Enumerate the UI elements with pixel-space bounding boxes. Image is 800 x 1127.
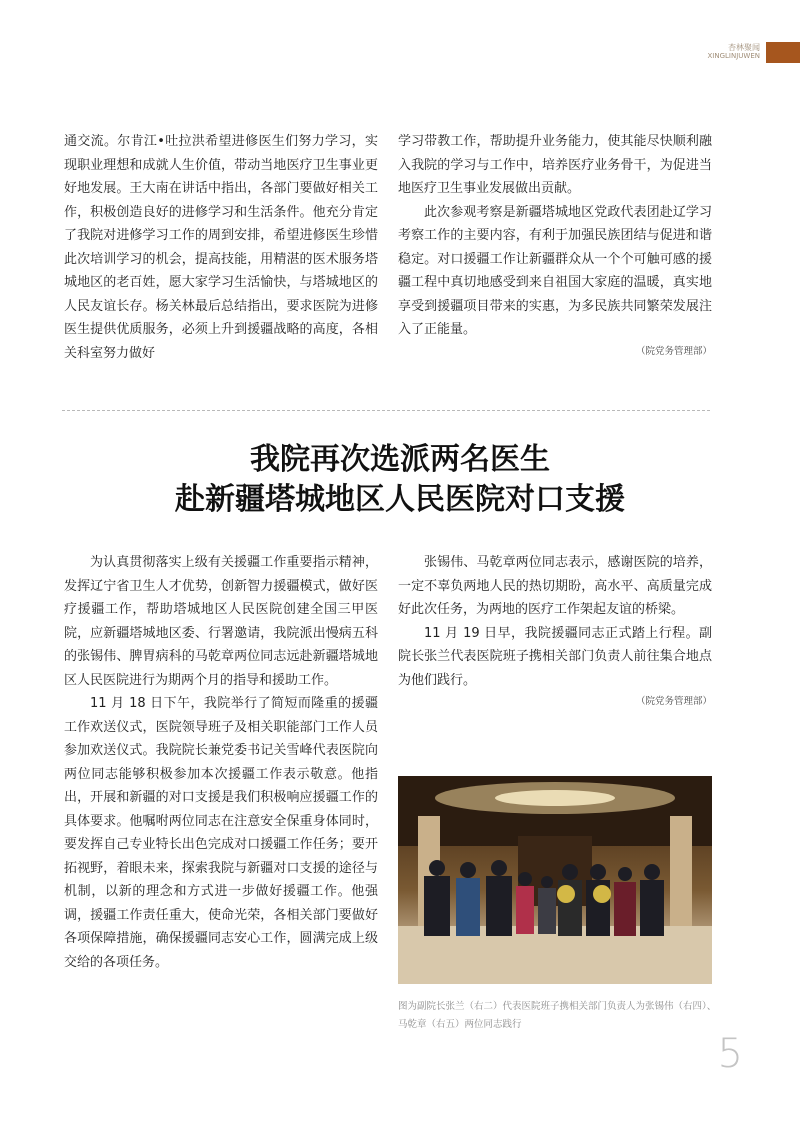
header-title-en: XINGLINJUWEN — [707, 52, 760, 60]
paragraph: 11 月 18 日下午，我院举行了简短而隆重的援疆工作欢送仪式，医院领导班子及相关职能部门工作人员参加欢送仪式。我院院长兼党委书记关雪峰代表医院向两位同志能够积极参加本次援疆工作表示敬意。他指出，开展和新疆的对口支援是我们积极响应援疆工作的具体要求。他嘱咐两位同志在注意安全保重身体同时，要发挥自己专业特长出色完成对口援疆工作任务；要开拓视野，着眼未来，探索我院与新疆对口支援的途径与机制，以新的理念和方式进一步做好援疆工作。他强调，援疆工作责任重大，使命光荣，各相关部门要做好各项保障措施，确保援疆同志安心工作，圆满完成上级交给的各项任务。 — [64, 696, 378, 970]
section-divider — [62, 410, 710, 411]
paragraph: 张锡伟、马乾章两位同志表示，感谢医院的培养，一定不辜负两地人民的热切期盼，高水平、高质量完成好此次任务，为两地的医疗工作架起友谊的桥梁。 — [398, 555, 712, 617]
source-note: （院党务管理部） — [635, 696, 712, 707]
paragraph: 通交流。尔肯江•吐拉洪希望进修医生们努力学习，实现职业理想和成就人生价值，带动当地医疗卫生事业更好地发展。王大南在讲话中指出，各部门要做好相关工作，积极创造良好的进修学习和生活条件。他充分肯定了我院对进修学习工作的周到安排，希望进修医生珍惜此次培训学习的机会，提高技能，用精湛的医术服务塔城地区的老百姓，愿大家学习生活愉快，与塔城地区的人民友谊长存。杨关林最后总结指出，要求医院为进修医生提供优质服务，必须上升到援疆战略的高度，各相关科室努力做好 — [64, 134, 378, 361]
photo-caption: 图为副院长张兰（右二）代表医院班子携相关部门负责人为张锡伟（右四）、马乾章（右五）两位同志践行 — [398, 1001, 717, 1030]
group-photo — [398, 776, 712, 984]
article-right-column — [398, 551, 712, 712]
paragraph: 为认真贯彻落实上级有关援疆工作重要指示精神，发挥辽宁省卫生人才优势，创新智力援疆模式，做好医疗援疆工作，帮助塔城地区人民医院创建全国三甲医院，应新疆塔城地区委、行署邀请，我院派出慢病五科的张锡伟、脾胃病科的马乾章两位同志远赴新疆塔城地区人民医院进行为期两个月的指导和援助工作。 — [64, 555, 378, 688]
paragraph: 此次参观考察是新疆塔城地区党政代表团赴辽学习考察工作的主要内容，有利于加强民族团结与促进和谐稳定。对口援疆工作让新疆群众从一个个可触可感的援疆工程中真切地感受到来自祖国大家庭的温暖，真实地享受到援疆项目带来的实惠，为多民族共同繁荣发展注入了正能量。 — [398, 204, 712, 337]
paragraph: 11 月 19 日早，我院援疆同志正式踏上行程。副院长张兰代表医院班子携相关部门负责人前往集合地点为他们践行。 — [398, 625, 712, 688]
page-number: 5 — [717, 1031, 743, 1077]
header-text — [708, 43, 761, 61]
top-article-right-column — [398, 130, 712, 362]
header-accent-bar — [766, 42, 800, 63]
photo-illustration — [398, 776, 712, 984]
paragraph: 学习带教工作，帮助提升业务能力，使其能尽快顺利融入我院的学习与工作中，培养医疗业务骨干，为促进当地医疗卫生事业发展做出贡献。 — [398, 134, 712, 196]
article-title — [60, 440, 740, 520]
source-note: （院党务管理部） — [635, 345, 712, 357]
top-article-left-column — [64, 130, 378, 365]
header-title-zh: 杏林聚闻 — [728, 43, 760, 52]
page-header — [0, 38, 800, 66]
title-line-1: 我院再次选派两名医生 — [250, 442, 550, 477]
article-left-column — [64, 551, 378, 974]
title-line-2: 赴新疆塔城地区人民医院对口支援 — [175, 482, 625, 517]
